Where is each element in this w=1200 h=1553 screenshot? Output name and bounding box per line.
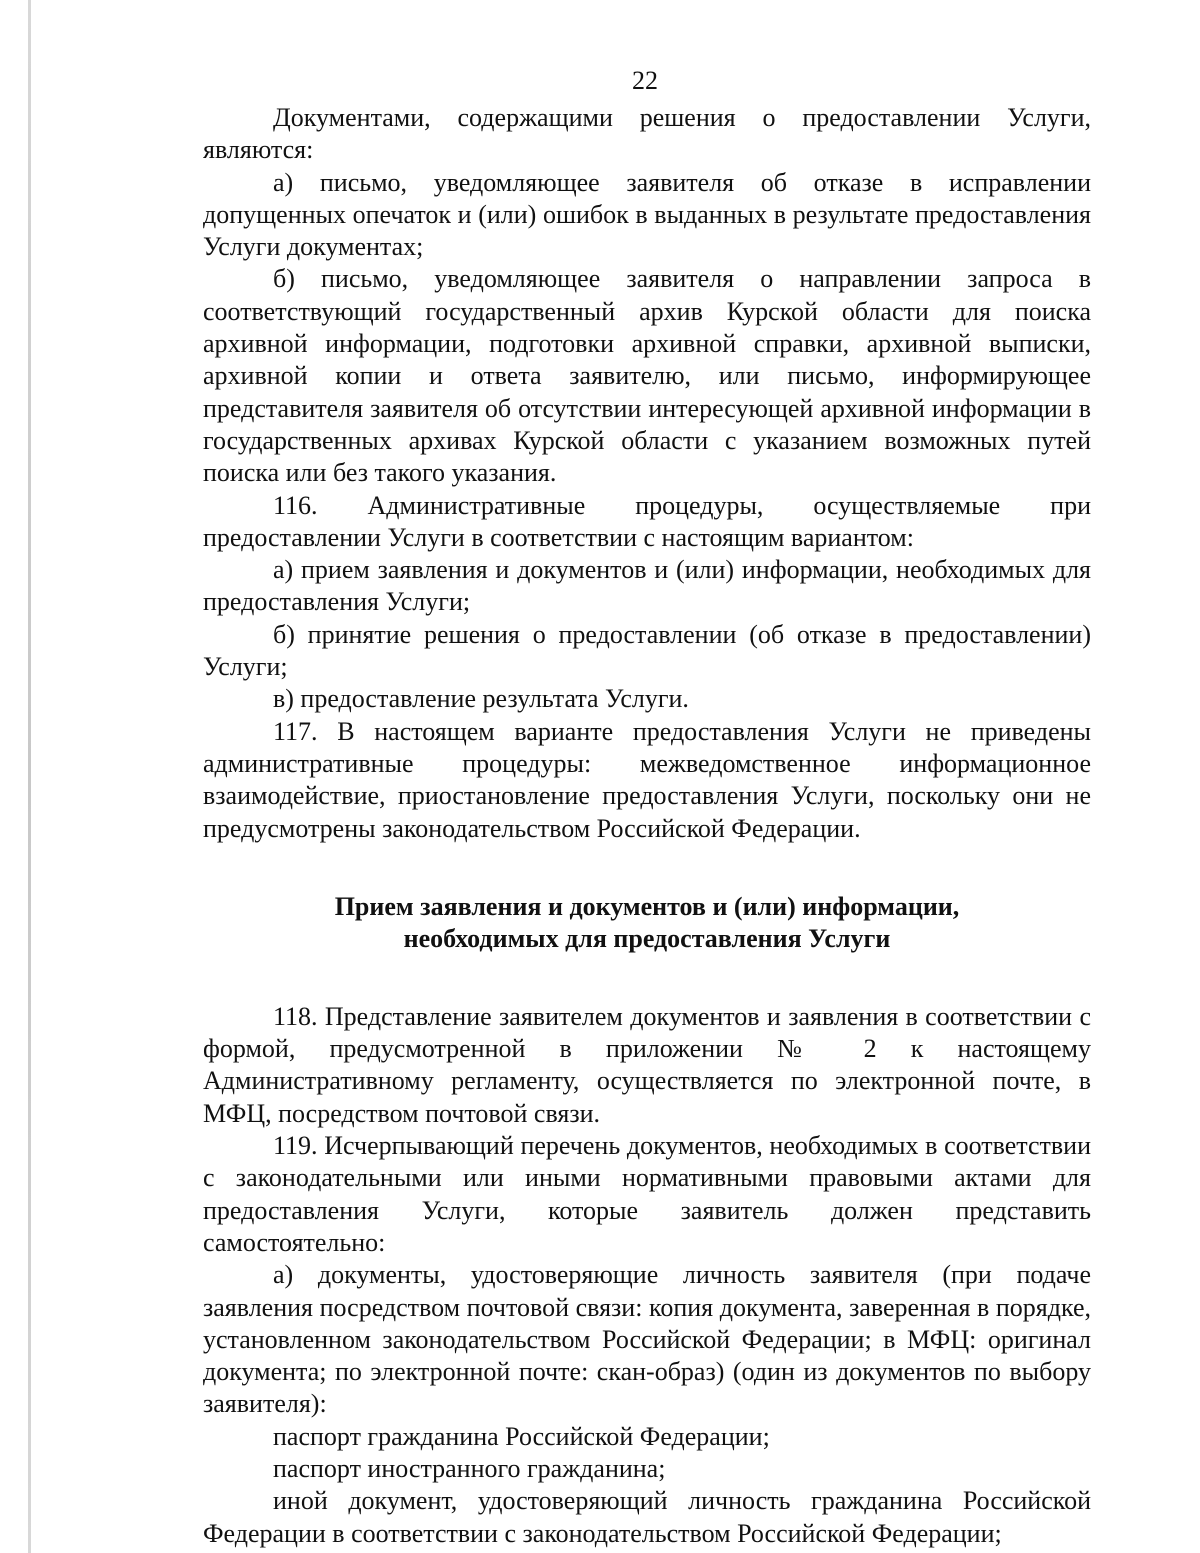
paragraph-documents-intro: Документами, содержащими решения о предоставлении Услуги, являются: — [203, 103, 1091, 165]
paragraph-119-a: а) документы, удостоверяющие личность заявителя (при подаче заявления посредством почтовой связи: копия документа, заверенная в порядке, установленном законодательством Российской Федерации; в МФЦ: оригинал документа; по электронной почте: скан-образ) (один из документов по выбору заявителя): — [203, 1260, 1091, 1419]
section-heading-line-2: необходимых для предоставления Услуги — [403, 923, 891, 953]
paragraph-item-b-letter-request: б) письмо, уведомляющее заявителя о направлении запроса в соответствующий государственный архив Курской области для поиска архивной информации, подготовки архивной справки, архивной выписки, архивной копии и ответа заявителю, или письмо, информирующее представителя заявителя об отсутствии интересующей архивной информации в государственных архивах Курской области с указанием возможных путей поиска или без такого указания. — [203, 264, 1091, 488]
paragraph-117: 117. В настоящем варианте предоставления Услуги не приведены административные процедуры: межведомственное информационное взаимодействие, приостановление предоставления Услуги, поскольку они не предусмотрены законодательством Российской Федерации. — [203, 716, 1091, 843]
page-number: 22 — [632, 66, 658, 95]
paragraph-116: 116. Административные процедуры, осуществляемые при предоставлении Услуги в соответствии с настоящим вариантом: — [203, 490, 1091, 552]
section-heading — [203, 891, 1091, 955]
paragraph-item-a-letter-refusal: а) письмо, уведомляющее заявителя об отказе в исправлении допущенных опечаток и (или) ошибок в выданных в результате предоставления Услуги документах; — [203, 167, 1091, 262]
paragraph-116-a: а) прием заявления и документов и (или) информации, необходимых для предоставления Услуги; — [203, 555, 1091, 617]
list-item-other-id-document: иной документ, удостоверяющий личность гражданина Российской Федерации в соответствии с законодательством Российской Федерации; — [203, 1486, 1091, 1548]
list-item-passport-rf: паспорт гражданина Российской Федерации; — [273, 1421, 770, 1451]
list-item-passport-foreign: паспорт иностранного гражданина; — [273, 1453, 666, 1483]
paragraph-116-c: в) предоставление результата Услуги. — [273, 684, 689, 714]
paragraph-116-b: б) принятие решения о предоставлении (об отказе в предоставлении) Услуги; — [203, 619, 1091, 682]
paragraph-118: 118. Представление заявителем документов и заявления в соответствии с формой, предусмотренной в приложении № 2 к настоящему Административному регламенту, осуществляется по электронной почте, в МФЦ, посредством почтовой связи. — [203, 1001, 1091, 1128]
section-heading-line-1: Прием заявления и документов и (или) информации, — [334, 891, 960, 921]
paragraph-119: 119. Исчерпывающий перечень документов, необходимых в соответствии с законодательными или иными нормативными правовыми актами для предоставления Услуги, которые заявитель должен представить самостоятельно: — [203, 1131, 1091, 1257]
scan-edge-shadow — [28, 0, 31, 1553]
document-body — [203, 102, 1091, 1550]
